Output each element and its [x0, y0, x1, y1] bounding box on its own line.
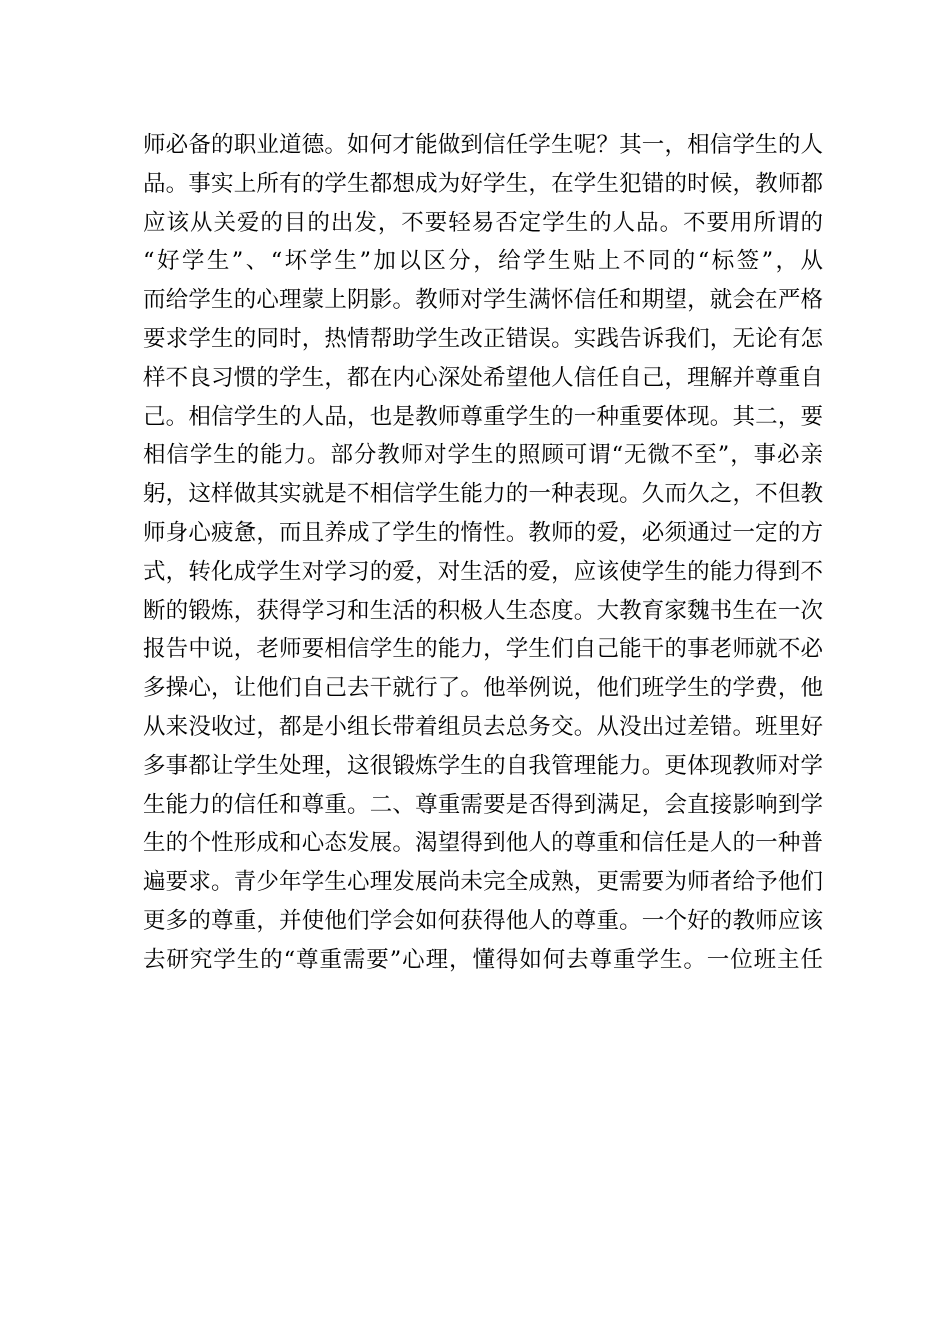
text-line: 要求学生的同时，热情帮助学生改正错误。实践告诉我们，无论有怎	[143, 325, 823, 352]
text-line: 从来没收过，都是小组长带着组员去总务交。从没出过差错。班里好	[143, 713, 823, 740]
text-line: 更多的尊重，并使他们学会如何获得他人的尊重。一个好的教师应该	[143, 907, 823, 934]
text-line: 而给学生的心理蒙上阴影。教师对学生满怀信任和期望，就会在严格	[143, 287, 823, 314]
text-line: 躬，这样做其实就是不相信学生能力的一种表现。久而久之，不但教	[143, 481, 823, 508]
text-line: 生能力的信任和尊重。二、尊重需要是否得到满足，会直接影响到学	[143, 791, 823, 818]
text-line: 应该从关爱的目的出发，不要轻易否定学生的人品。不要用所谓的	[143, 209, 823, 236]
text-line: 多操心，让他们自己去干就行了。他举例说，他们班学生的学费，他	[143, 675, 823, 702]
text-line: 报告中说，老师要相信学生的能力，学生们自己能干的事老师就不必	[143, 636, 823, 663]
text-line: 样不良习惯的学生，都在内心深处希望他人信任自己，理解并尊重自	[143, 364, 823, 391]
body-text	[143, 126, 823, 980]
text-line: 师必备的职业道德。如何才能做到信任学生呢？其一，相信学生的人	[143, 132, 823, 158]
text-line: 遍要求。青少年学生心理发展尚未完全成熟，更需要为师者给予他们	[143, 869, 823, 896]
text-line: 式，转化成学生对学习的爱，对生活的爱，应该使学生的能力得到不	[143, 558, 823, 585]
text-line: 多事都让学生处理，这很锻炼学生的自我管理能力。更体现教师对学	[143, 752, 823, 779]
text-line: 品。事实上所有的学生都想成为好学生，在学生犯错的时候，教师都	[143, 170, 823, 197]
text-line: 相信学生的能力。部分教师对学生的照顾可谓“无微不至”，事必亲	[143, 442, 823, 469]
text-line: 断的锻炼，获得学习和生活的积极人生态度。大教育家魏书生在一次	[143, 597, 823, 624]
text-line: 己。相信学生的人品，也是教师尊重学生的一种重要体现。其二，要	[143, 403, 823, 430]
text-line: 师身心疲惫，而且养成了学生的惰性。教师的爱，必须通过一定的方	[143, 519, 823, 546]
text-line: “好学生”、“坏学生”加以区分，给学生贴上不同的“标签”，从	[143, 248, 823, 275]
text-line: 生的个性形成和心态发展。渴望得到他人的尊重和信任是人的一种普	[143, 830, 823, 857]
text-line: 去研究学生的“尊重需要”心理，懂得如何去尊重学生。一位班主任	[143, 946, 823, 973]
